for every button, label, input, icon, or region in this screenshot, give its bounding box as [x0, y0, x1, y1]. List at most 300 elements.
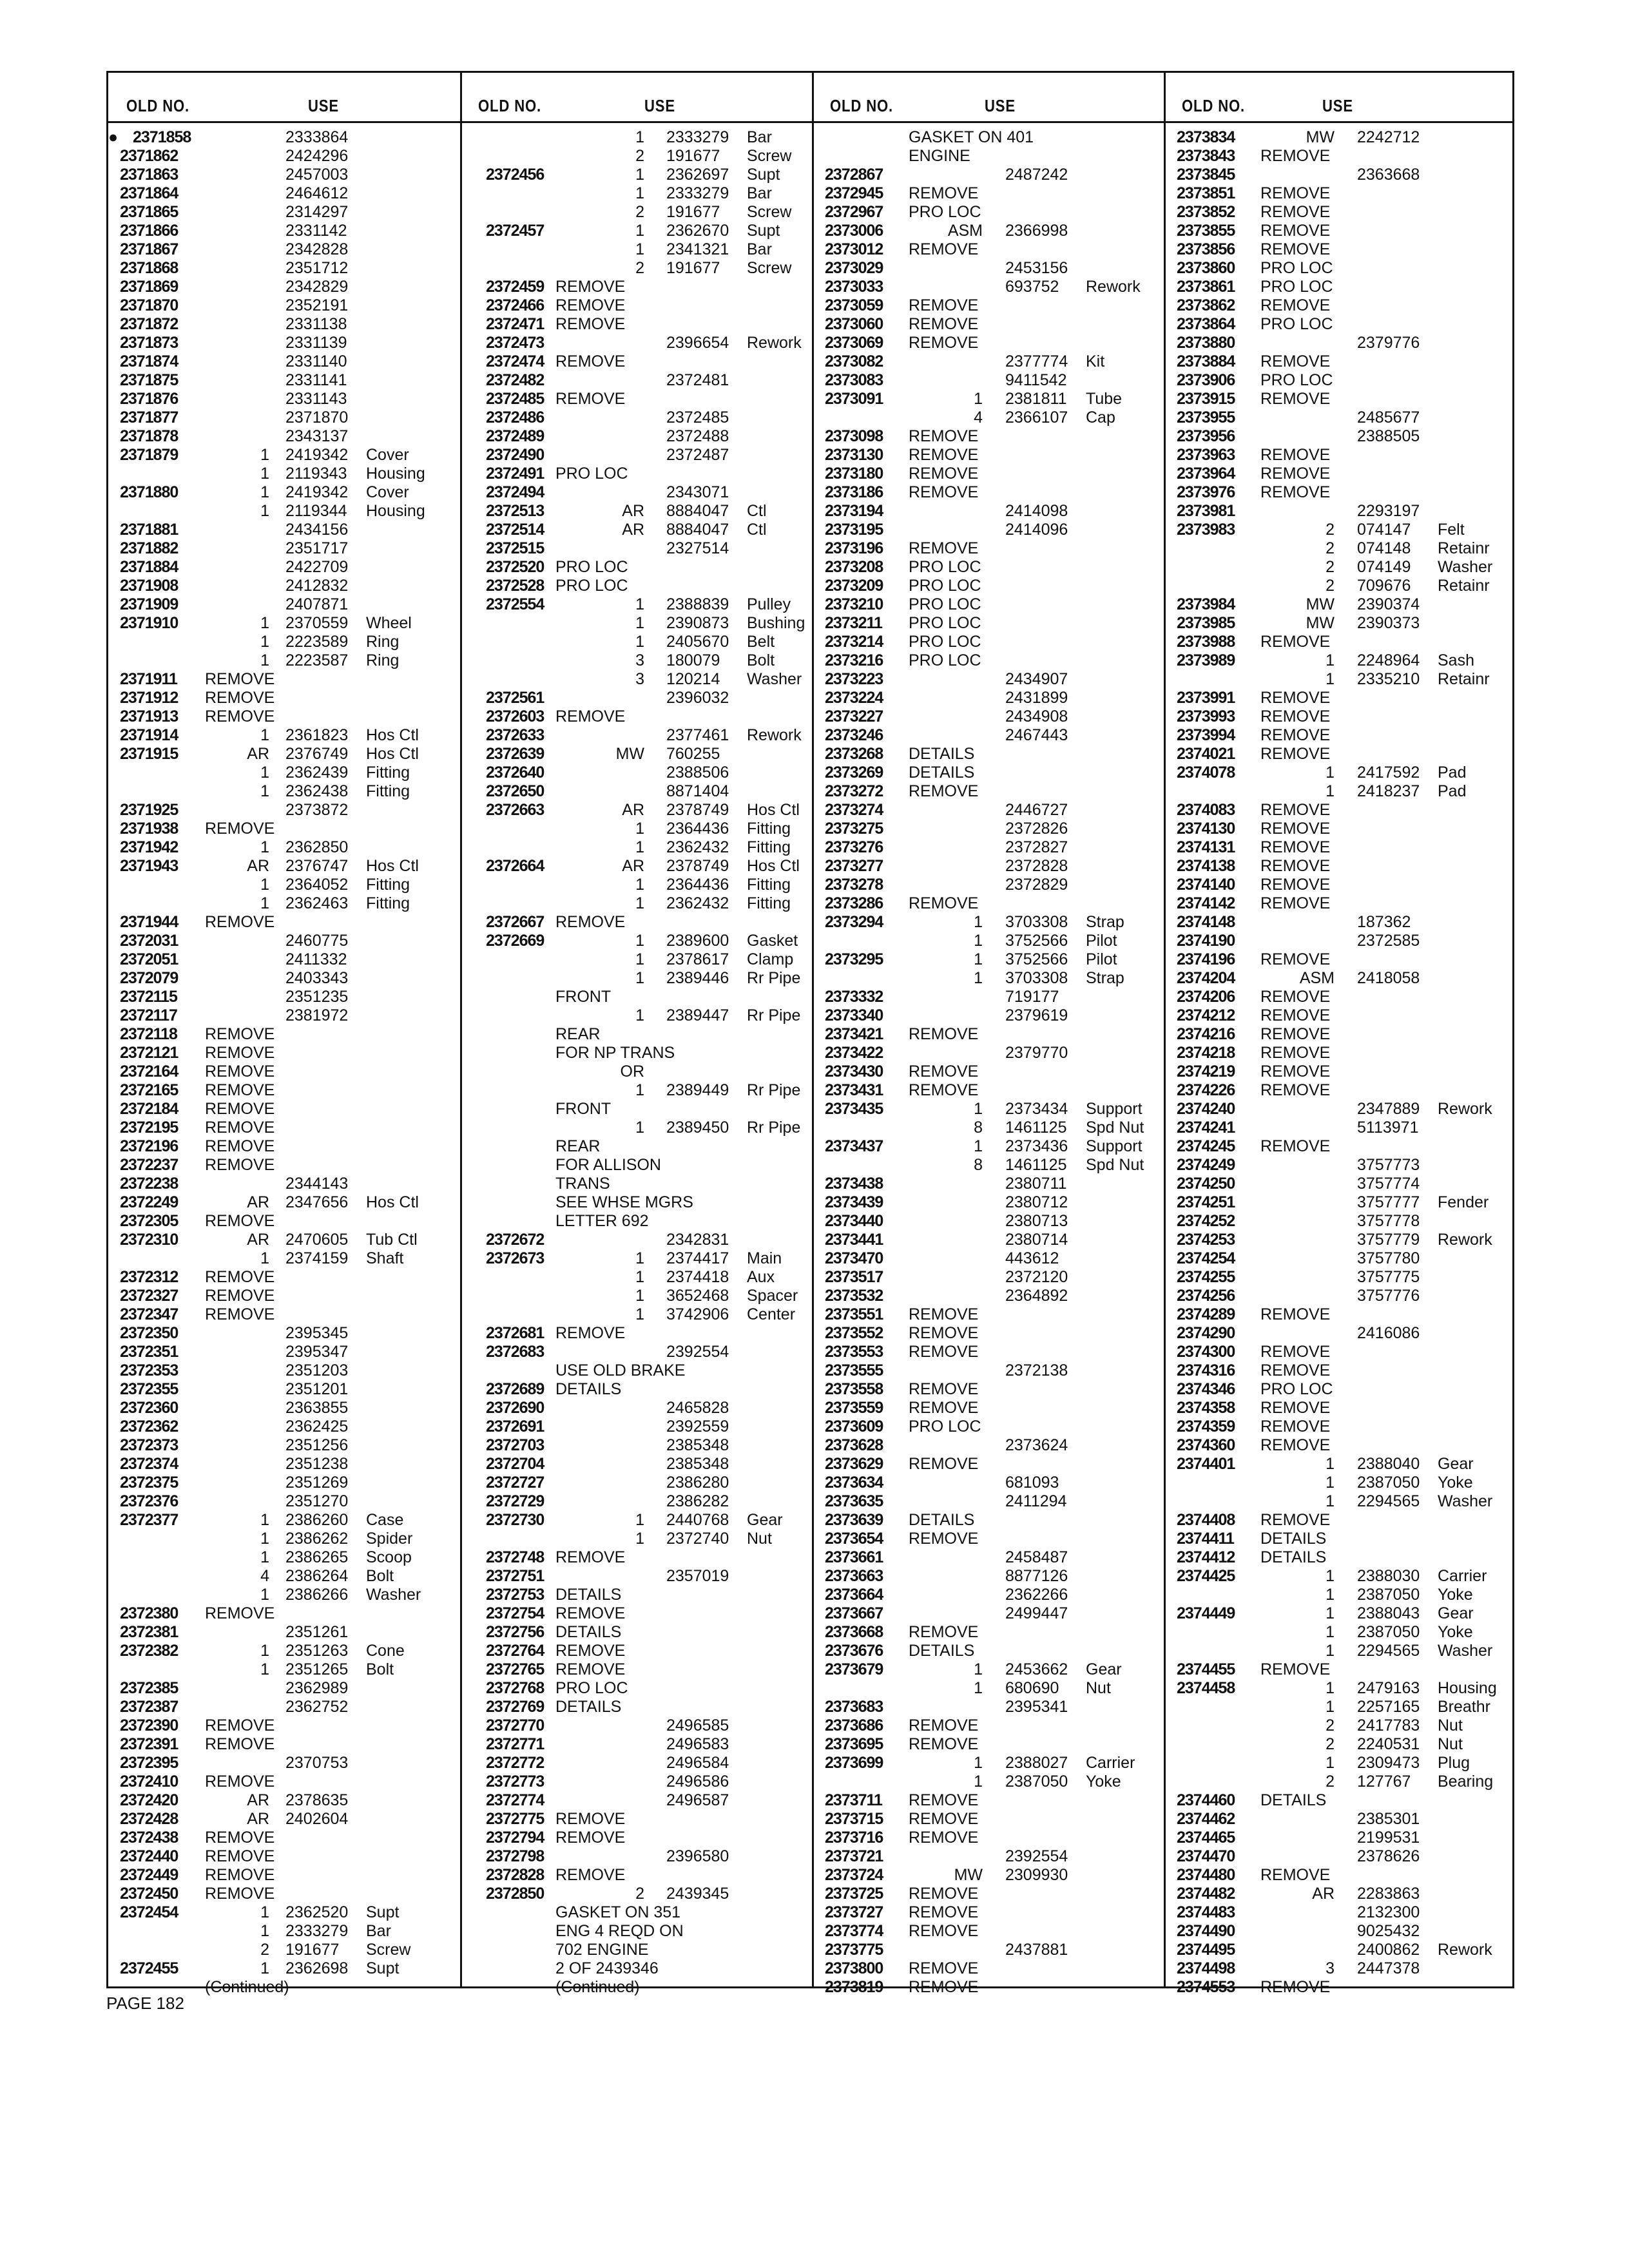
old-number: 2373721 [825, 1847, 883, 1865]
part-number: 2366998 [1005, 222, 1068, 240]
quantity: 1 [635, 1305, 644, 1323]
table-row [812, 465, 1164, 483]
old-number: 2372196 [120, 1137, 178, 1155]
part-number: 2386282 [666, 1492, 729, 1510]
part-description: Spider [366, 1530, 413, 1548]
table-row [108, 1418, 460, 1436]
part-number: 3757773 [1357, 1156, 1420, 1174]
old-number: 2372312 [120, 1268, 178, 1286]
old-number: 2373272 [825, 782, 883, 800]
part-number: 5113971 [1357, 1119, 1419, 1137]
part-number: 2372827 [1005, 838, 1068, 856]
quantity: 1 [635, 1119, 644, 1137]
table-row [108, 1156, 460, 1175]
old-number: 2373864 [1177, 315, 1235, 333]
table-row [812, 1586, 1164, 1604]
old-number: 2373834 [1177, 128, 1235, 146]
table-row [460, 240, 812, 259]
table-row [1164, 408, 1516, 427]
old-number: 2373439 [825, 1193, 883, 1211]
table-row [460, 1586, 812, 1604]
old-number: 2372347 [120, 1305, 178, 1323]
table-row [812, 334, 1164, 352]
old-number: 2372353 [120, 1361, 178, 1379]
table-row [460, 502, 812, 521]
old-number: 2371881 [120, 521, 178, 539]
part-description: Rr Pipe [747, 1006, 801, 1024]
table-row [460, 1773, 812, 1791]
part-number: 2402604 [285, 1810, 349, 1828]
part-description: Washer [366, 1586, 421, 1604]
quantity: AR [247, 1193, 269, 1211]
old-number: 2374078 [1177, 764, 1235, 782]
old-number: 2373981 [1177, 502, 1235, 520]
table-row [812, 166, 1164, 184]
old-number: 2371943 [120, 857, 178, 875]
old-number: 2373819 [825, 1978, 883, 1996]
old-number: 2371882 [120, 539, 178, 557]
old-number: 2371876 [120, 390, 178, 408]
old-number: 2374140 [1177, 876, 1235, 894]
old-number: 2373774 [825, 1922, 883, 1940]
part-number: 2378617 [666, 950, 729, 968]
quantity: 1 [260, 764, 269, 782]
table-row [812, 1418, 1164, 1436]
quantity: MW [615, 745, 644, 763]
part-number: 2333864 [285, 128, 349, 146]
table-row [108, 1006, 460, 1025]
table-row [812, 1156, 1164, 1175]
part-number: 2343137 [285, 427, 349, 445]
old-number: 2374460 [1177, 1791, 1235, 1809]
table-row [1164, 483, 1516, 502]
table-row [1164, 894, 1516, 913]
old-number: 2372945 [825, 184, 883, 202]
header-old-no: OLD NO. [1182, 96, 1246, 115]
part-number: 2357019 [666, 1567, 729, 1585]
part-number: 2377774 [1005, 352, 1068, 370]
old-number: 2371869 [120, 278, 178, 296]
note-text: REMOVE [1260, 1025, 1331, 1043]
note-text: GASKET ON 351 [555, 1903, 681, 1921]
table-row [460, 689, 812, 707]
part-number: 2372585 [1357, 932, 1420, 950]
old-number: 2374465 [1177, 1829, 1235, 1847]
part-number: 3652468 [666, 1287, 729, 1305]
part-description: Fitting [366, 764, 410, 782]
table-row [460, 222, 812, 240]
part-number: 2342831 [666, 1231, 729, 1249]
note-text: REMOVE [555, 1604, 626, 1622]
quantity: 1 [974, 1100, 983, 1118]
note-text: REMOVE [1260, 203, 1331, 221]
note-text: DETAILS [909, 1642, 975, 1660]
table-row [108, 1268, 460, 1287]
table-row [1164, 707, 1516, 726]
quantity: 1 [260, 483, 269, 501]
part-number: 2388506 [666, 764, 729, 782]
quantity: AR [247, 1810, 269, 1828]
table-row [108, 1025, 460, 1044]
table-row [460, 1791, 812, 1810]
note-text: DETAILS [555, 1698, 622, 1716]
part-number: 2331143 [285, 390, 347, 408]
old-number: 2373715 [825, 1810, 883, 1828]
part-description: Retainr [1438, 670, 1490, 688]
part-number: 2294565 [1357, 1492, 1420, 1510]
part-description: Supt [366, 1903, 400, 1921]
old-number: 2374408 [1177, 1511, 1235, 1529]
note-text: REMOVE [909, 1305, 979, 1323]
quantity: 2 [635, 259, 644, 277]
quantity: 1 [1325, 1604, 1335, 1622]
table-row [812, 764, 1164, 782]
table-row [812, 969, 1164, 988]
table-row [1164, 932, 1516, 950]
old-number: 2373628 [825, 1436, 883, 1454]
old-number: 2373667 [825, 1604, 883, 1622]
table-row [812, 1530, 1164, 1548]
note-text: REMOVE [1260, 1361, 1331, 1379]
table-row [108, 483, 460, 502]
quantity: 1 [260, 876, 269, 894]
part-description: Nut [1438, 1716, 1463, 1735]
table-row [1164, 315, 1516, 334]
note-text: REMOVE [909, 782, 979, 800]
part-number: 2381972 [285, 1006, 349, 1024]
table-row [108, 1773, 460, 1791]
old-number: 2373268 [825, 745, 883, 763]
old-number: 2372515 [486, 539, 545, 557]
old-number: 2372751 [486, 1567, 545, 1585]
table-row [108, 446, 460, 465]
note-text: DETAILS [909, 745, 975, 763]
old-number: 2372374 [120, 1455, 178, 1473]
part-number: 2434156 [285, 521, 349, 539]
table-row [108, 334, 460, 352]
old-number: 2373194 [825, 502, 883, 520]
old-number: 2372772 [486, 1754, 545, 1772]
table-row [460, 1754, 812, 1773]
part-number: 8884047 [666, 521, 729, 539]
table-row [108, 1455, 460, 1474]
part-number: 2378626 [1357, 1847, 1420, 1865]
old-number: 2372355 [120, 1380, 178, 1398]
note-text: REMOVE [909, 1903, 979, 1921]
old-number: 2373083 [825, 371, 883, 389]
note-text: PRO LOC [909, 1418, 981, 1436]
table-row [460, 296, 812, 315]
part-number: 2372826 [1005, 820, 1068, 838]
quantity: 1 [260, 1642, 269, 1660]
table-row [108, 764, 460, 782]
part-description: Main [747, 1249, 782, 1267]
table-row [108, 1119, 460, 1137]
note-text: REMOVE [1260, 1305, 1331, 1323]
note-text: REMOVE [1260, 1044, 1331, 1062]
old-number: 2372633 [486, 726, 545, 744]
table-row [1164, 1511, 1516, 1530]
table-row [460, 1399, 812, 1418]
note-text: REMOVE [909, 296, 979, 314]
part-number: 2341321 [666, 240, 729, 258]
quantity: 1 [635, 1268, 644, 1286]
note-text: REMOVE [909, 1959, 979, 1977]
table-row [460, 315, 812, 334]
part-number: 2386280 [666, 1474, 729, 1492]
table-row [812, 371, 1164, 390]
quantity: 1 [260, 1660, 269, 1678]
part-number: 2390373 [1357, 614, 1420, 632]
note-text: REMOVE [909, 1025, 979, 1043]
note-text: REMOVE [909, 1716, 979, 1735]
part-number: 2496584 [666, 1754, 729, 1772]
table-row [108, 1679, 460, 1698]
quantity: MW [1306, 128, 1335, 146]
old-number: 2372456 [486, 166, 545, 184]
old-number: 2372438 [120, 1829, 178, 1847]
table-row [108, 1567, 460, 1586]
part-number: 2372740 [666, 1530, 729, 1548]
part-number: 2431899 [1005, 689, 1068, 707]
part-description: Washer [747, 670, 802, 688]
note-text: FRONT [555, 988, 612, 1006]
part-number: 8884047 [666, 502, 729, 520]
table-row [812, 1604, 1164, 1623]
column-2 [460, 128, 812, 1997]
table-row [812, 1231, 1164, 1249]
table-row [108, 1249, 460, 1268]
part-number: 2457003 [285, 166, 349, 184]
part-number: 2388505 [1357, 427, 1420, 445]
part-number: 2331139 [285, 334, 347, 352]
part-description: Gasket [747, 932, 798, 950]
table-row [460, 838, 812, 857]
table-row [108, 1305, 460, 1324]
part-number: 2379619 [1005, 1006, 1068, 1024]
old-number: 2372683 [486, 1343, 545, 1361]
table-row [1164, 820, 1516, 838]
table-row [460, 128, 812, 147]
table-row [460, 465, 812, 483]
old-number: 2374240 [1177, 1100, 1235, 1118]
old-number: 2373989 [1177, 651, 1235, 669]
part-number: 2240531 [1357, 1735, 1420, 1753]
table-row [1164, 558, 1516, 577]
old-number: 2371911 [120, 670, 177, 688]
part-description: Gear [1438, 1604, 1474, 1622]
table-row [1164, 689, 1516, 707]
table-row [460, 1885, 812, 1903]
table-row [108, 1847, 460, 1866]
old-number: 2373246 [825, 726, 883, 744]
part-description: Plug [1438, 1754, 1470, 1772]
note-text: REMOVE [909, 1791, 979, 1809]
quantity: 1 [974, 1754, 983, 1772]
table-row [108, 1081, 460, 1100]
table-row [1164, 745, 1516, 764]
part-description: Hos Ctl [366, 1193, 419, 1211]
part-number: 2248964 [1357, 651, 1420, 669]
table-row [460, 203, 812, 222]
note-text: PRO LOC [909, 633, 981, 651]
table-row [1164, 1212, 1516, 1231]
table-row [1164, 1418, 1516, 1436]
part-number: 3757774 [1357, 1175, 1420, 1193]
part-description: Nut [1086, 1679, 1111, 1697]
note-text: REAR [555, 1025, 601, 1043]
table-row [108, 240, 460, 259]
part-number: 2370753 [285, 1754, 349, 1772]
part-number: 2373624 [1005, 1436, 1068, 1454]
part-description: Hos Ctl [747, 857, 800, 875]
part-number: 2417783 [1357, 1716, 1420, 1735]
old-number: 2374449 [1177, 1604, 1235, 1622]
table-row [460, 595, 812, 614]
old-number: 2373552 [825, 1324, 883, 1342]
table-row [812, 894, 1164, 913]
note-text: REMOVE [1260, 1436, 1331, 1454]
table-row [812, 1399, 1164, 1418]
note-text: 2 OF 2439346 [555, 1959, 659, 1977]
part-number: 2379776 [1357, 334, 1420, 352]
old-number: 2372249 [120, 1193, 178, 1211]
old-number: 2372115 [120, 988, 177, 1006]
table-row [1164, 1156, 1516, 1175]
old-number: 2373274 [825, 801, 883, 819]
table-row [1164, 1268, 1516, 1287]
old-number: 2372079 [120, 969, 178, 987]
part-number: 2380714 [1005, 1231, 1068, 1249]
table-row [812, 240, 1164, 259]
old-number: 2374358 [1177, 1399, 1235, 1417]
part-description: Rework [747, 726, 802, 744]
old-number: 2373435 [825, 1100, 883, 1118]
table-row [1164, 1548, 1516, 1567]
part-number: 2223587 [285, 651, 349, 669]
table-row [1164, 240, 1516, 259]
part-description: Supt [366, 1959, 400, 1977]
old-number: 2372195 [120, 1119, 178, 1137]
table-row [1164, 1567, 1516, 1586]
old-number: 2373553 [825, 1343, 883, 1361]
table-row [108, 1959, 460, 1978]
table-row [812, 1100, 1164, 1119]
old-number: 2373012 [825, 240, 883, 258]
old-number: 2372730 [486, 1511, 545, 1529]
quantity: 1 [260, 726, 269, 744]
old-number: 2372520 [486, 558, 545, 576]
table-row [1164, 1474, 1516, 1492]
table-row [1164, 1305, 1516, 1324]
table-row [108, 820, 460, 838]
table-row [108, 838, 460, 857]
table-row [812, 1436, 1164, 1455]
table-row [108, 408, 460, 427]
quantity: 1 [635, 894, 644, 912]
table-row [108, 1361, 460, 1380]
old-number: 2371874 [120, 352, 178, 370]
table-row [460, 1698, 812, 1716]
table-row [108, 595, 460, 614]
part-description: Ctl [747, 521, 767, 539]
old-number: 2373029 [825, 259, 883, 277]
table-row [812, 1660, 1164, 1679]
quantity: 2 [1325, 558, 1335, 576]
part-description: Housing [366, 465, 425, 483]
part-number: 2351269 [285, 1474, 349, 1492]
part-number: 2362425 [285, 1418, 349, 1436]
part-number: 2351235 [285, 988, 349, 1006]
note-text: REMOVE [205, 1847, 275, 1865]
header-use: USE [308, 96, 339, 115]
table-row [812, 726, 1164, 745]
part-number: 2362432 [666, 838, 729, 856]
part-number: 2379770 [1005, 1044, 1068, 1062]
table-row [812, 595, 1164, 614]
old-number: 2371877 [120, 408, 178, 427]
quantity: OR [620, 1062, 644, 1081]
part-number: 2479163 [1357, 1679, 1420, 1697]
old-number: 2372771 [486, 1735, 545, 1753]
part-description: Pad [1438, 782, 1467, 800]
quantity: AR [1312, 1885, 1335, 1903]
part-number: 2372120 [1005, 1268, 1068, 1286]
part-number: 2496587 [666, 1791, 729, 1809]
table-row [1164, 969, 1516, 988]
header-old-no: OLD NO. [830, 96, 894, 115]
part-description: Cap [1086, 408, 1115, 427]
table-row [1164, 1754, 1516, 1773]
bullet-mark: ● [108, 128, 119, 146]
old-number: 2373609 [825, 1418, 883, 1436]
old-number: 2374249 [1177, 1156, 1235, 1174]
table-row [460, 670, 812, 689]
table-row [812, 1847, 1164, 1866]
part-description: Rework [1438, 1100, 1492, 1118]
table-row [1164, 222, 1516, 240]
old-number: 2372117 [120, 1006, 177, 1024]
old-number: 2374458 [1177, 1679, 1235, 1697]
table-row [812, 1773, 1164, 1791]
quantity: 1 [1325, 1623, 1335, 1641]
table-row [460, 764, 812, 782]
part-number: 2362438 [285, 782, 349, 800]
old-number: 2371879 [120, 446, 178, 464]
part-description: Center [747, 1305, 796, 1323]
part-number: 2396580 [666, 1847, 729, 1865]
old-number: 2373884 [1177, 352, 1235, 370]
part-number: 2453156 [1005, 259, 1068, 277]
table-row [460, 726, 812, 745]
part-description: Bar [747, 240, 772, 258]
quantity: MW [954, 1866, 983, 1884]
part-number: 2387050 [1357, 1623, 1420, 1641]
part-number: 074148 [1357, 539, 1411, 557]
old-number: 2373695 [825, 1735, 883, 1753]
table-row [108, 1885, 460, 1903]
table-row [1164, 838, 1516, 857]
table-row [812, 1810, 1164, 1829]
old-number: 2372376 [120, 1492, 178, 1510]
old-number: 2372310 [120, 1231, 178, 1249]
note-text: PRO LOC [555, 558, 628, 576]
table-row [812, 352, 1164, 371]
note-text: PRO LOC [555, 577, 628, 595]
part-number: 693752 [1005, 278, 1059, 296]
part-number: 681093 [1005, 1474, 1059, 1492]
old-number: 2373441 [825, 1231, 883, 1249]
